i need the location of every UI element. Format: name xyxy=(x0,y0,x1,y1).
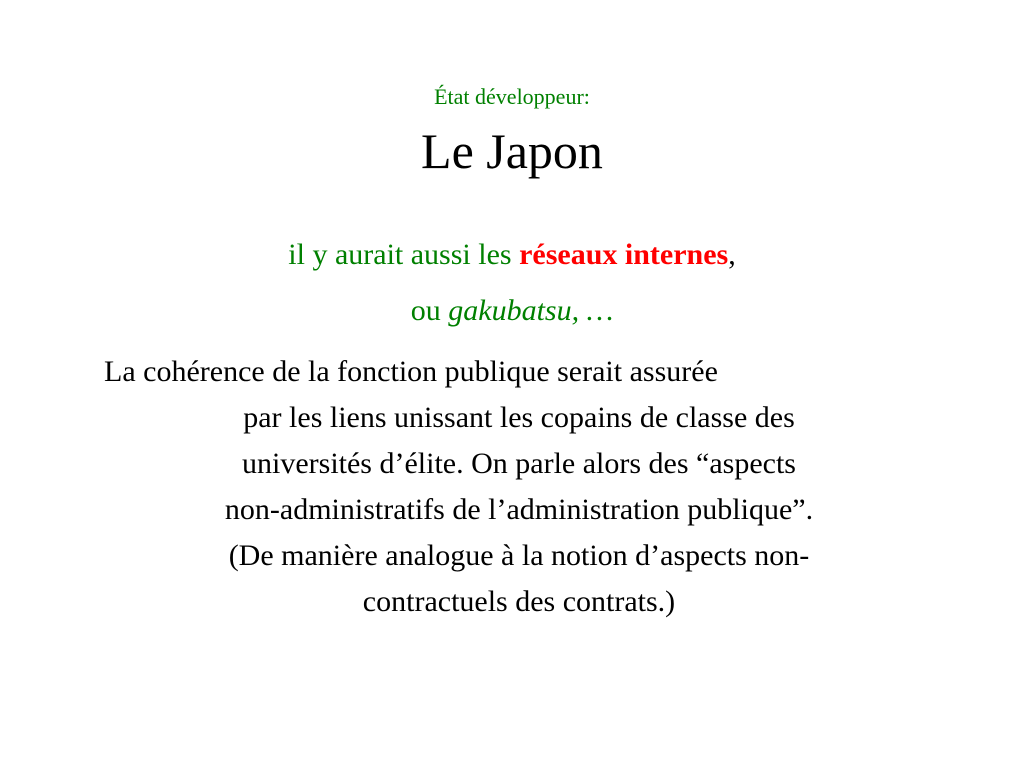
body-line: (De manière analogue à la notion d’aspects non- xyxy=(228,539,810,572)
line2-prefix: ou xyxy=(410,294,449,327)
body-paragraph xyxy=(104,349,934,625)
line1-suffix: , xyxy=(728,238,736,271)
bullet-line-gakubatsu xyxy=(0,293,1024,329)
bullet-line-reseaux xyxy=(0,237,1024,273)
line1-prefix: il y aurait aussi les xyxy=(288,238,520,271)
slide-title: Le Japon xyxy=(421,123,603,179)
body-line: universités d’élite. On parle alors des “aspects xyxy=(242,447,796,480)
body-line: contractuels des contrats.) xyxy=(362,585,676,618)
slide-subtitle: État développeur: xyxy=(434,84,590,109)
line2-italic: gakubatsu, … xyxy=(448,294,614,327)
body-line: par les liens unissant les copains de classe des xyxy=(243,401,795,434)
line1-emphasis: réseaux internes xyxy=(519,238,729,271)
body-line: La cohérence de la fonction publique serait assurée xyxy=(104,355,718,388)
body-line: non-administratifs de l’administration publique”. xyxy=(224,493,814,526)
